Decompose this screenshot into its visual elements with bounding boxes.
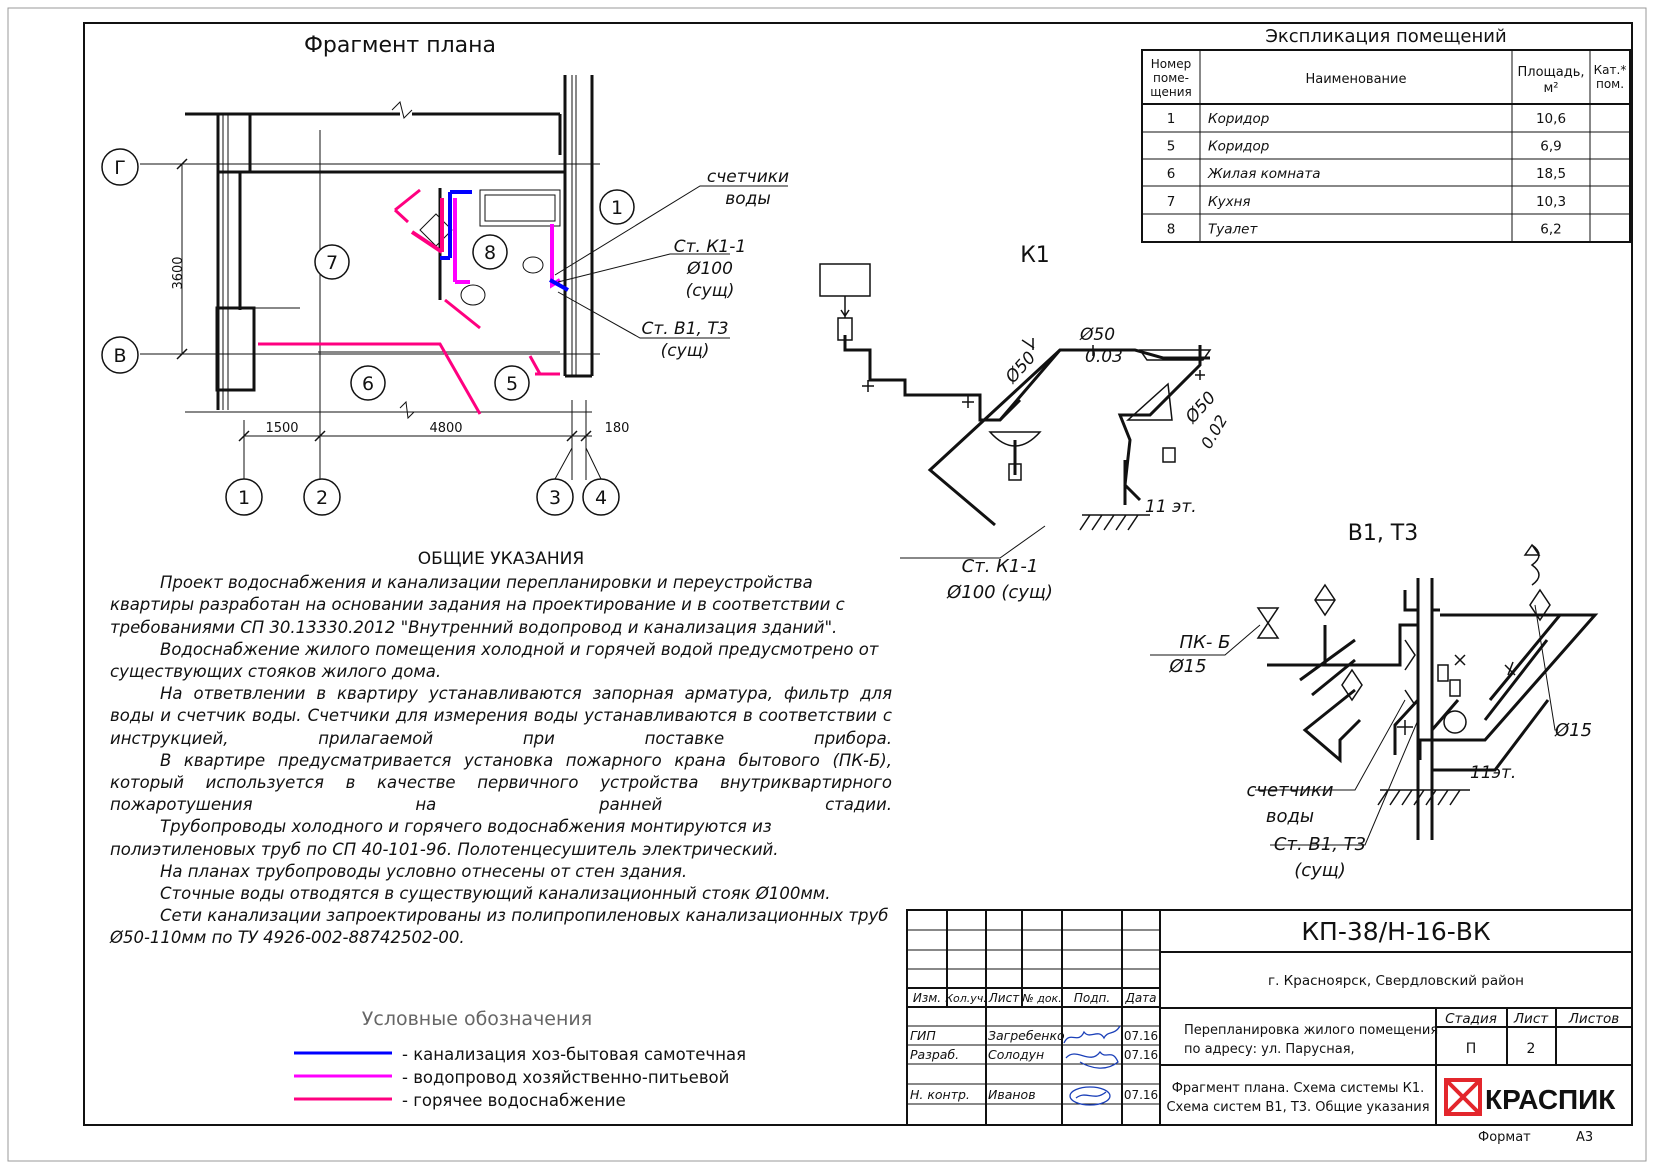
- plan-title: Фрагмент плана: [303, 33, 497, 58]
- axis-label: 2: [315, 487, 329, 509]
- stamp-date: 07.16: [1123, 1029, 1159, 1043]
- plan-riser-k-label: Ø100: [687, 259, 733, 279]
- general-notes: [110, 548, 892, 950]
- stamp-person: Солодун: [988, 1047, 1045, 1062]
- notes-paragraph: Трубопроводы холодного и горячего водоснабжения монтируются из полиэтиленовых труб по СП 40-101-96. Полотенцесушитель электрический.: [110, 817, 779, 859]
- room-number: 7: [325, 252, 339, 274]
- k1-riser-dia: Ø100 (сущ): [947, 582, 1053, 603]
- explication-cell-num: 7: [1166, 193, 1176, 210]
- stamp-object-title: Перепланировка жилого помещения: [1184, 1023, 1439, 1038]
- explication-header-num: Номер: [1150, 57, 1192, 71]
- room-bubbles: [315, 190, 634, 400]
- v1t3-riser-label: (сущ): [1294, 860, 1346, 881]
- explication-title: Экспликация помещений: [1265, 26, 1507, 47]
- stamp-header: Лист: [988, 991, 1020, 1005]
- k1-slope: 0.03: [1085, 347, 1123, 367]
- legend: [294, 1008, 746, 1110]
- stamp-sheet-title: Фрагмент плана. Схема системы К1.: [1171, 1081, 1425, 1096]
- plan-thin-lines: [185, 75, 592, 418]
- scheme-v1t3-title: В1, Т3: [1347, 521, 1419, 546]
- svg-text:пом.: пом.: [1595, 77, 1625, 91]
- v1t3-dia: Ø15: [1555, 720, 1593, 741]
- explication-cell-area: 6,2: [1540, 221, 1562, 238]
- dim-vertical: 3600: [171, 256, 186, 290]
- stamp-stage: П: [1465, 1041, 1477, 1057]
- stamp-sheet: 2: [1526, 1041, 1536, 1057]
- stamp-header: Дата: [1125, 991, 1157, 1005]
- notes-paragraph: Сети канализации запроектированы из полипропиленовых канализационных труб Ø50-110мм по ТУ 4926-002-88742502-00.: [110, 906, 889, 948]
- axis-label: Г: [114, 157, 126, 179]
- notes-paragraph: На планах трубопроводы условно отнесены от стен здания.: [160, 861, 688, 881]
- plan-axis-bubbles: [102, 149, 619, 515]
- stamp-role: Разраб.: [910, 1047, 960, 1062]
- v1t3-meters-label: воды: [1265, 806, 1315, 827]
- plan-riser-v-label: Ст. В1, Т3: [641, 319, 729, 339]
- stamp-stage-header: Стадия: [1445, 1011, 1497, 1027]
- v1t3-hydrant-dia: Ø15: [1169, 656, 1207, 677]
- axis-label: 1: [237, 487, 251, 509]
- explication-cell-area: 6,9: [1540, 138, 1562, 155]
- stamp-date: 07.16: [1123, 1088, 1159, 1102]
- plan-riser-v-label: (сущ): [660, 341, 710, 361]
- explication-cell-name: Коридор: [1208, 111, 1270, 127]
- stamp-header: Подп.: [1073, 991, 1111, 1005]
- k1-dia-1: Ø50: [1001, 347, 1041, 388]
- plan-meters-label: счетчики: [706, 167, 790, 187]
- explication-header-cat: Кат.*: [1593, 63, 1627, 77]
- signature-razrab: [1066, 1052, 1118, 1068]
- stamp-header: № док.: [1022, 992, 1062, 1005]
- dim-horizontal: 180: [604, 421, 630, 436]
- axis-label: В: [113, 345, 127, 367]
- v1t3-riser-label: Ст. В1, Т3: [1273, 834, 1367, 855]
- signature-gip: [1064, 1026, 1120, 1043]
- explication-cell-num: 1: [1166, 111, 1176, 127]
- legend-label: - горячее водоснабжение: [402, 1091, 626, 1110]
- stamp-person: Загребенко: [988, 1028, 1065, 1043]
- room-number: 6: [361, 373, 375, 395]
- room-number: 8: [483, 242, 497, 264]
- plan-fragment: [102, 33, 789, 515]
- k1-dia-3: Ø50: [1181, 387, 1221, 428]
- signatures: [1064, 1026, 1120, 1105]
- explication-cell-num: 6: [1166, 166, 1176, 183]
- legend-label: - водопровод хозяйственно-питьевой: [402, 1068, 730, 1087]
- stamp-object-title: по адресу: ул. Парусная,: [1184, 1042, 1355, 1057]
- k1-riser-label: Ст. К1-1: [961, 556, 1039, 577]
- format-value: А3: [1576, 1130, 1594, 1145]
- stamp-header: Изм.: [912, 991, 942, 1005]
- scheme-v1t3: [1150, 521, 1595, 881]
- stamp-role: Н. контр.: [910, 1087, 970, 1102]
- company-name: КРАСПИК: [1485, 1084, 1616, 1115]
- notes-title: ОБЩИЕ УКАЗАНИЯ: [417, 549, 585, 569]
- legend-title: Условные обозначения: [361, 1008, 593, 1030]
- stamp-header: Кол.уч.: [945, 992, 987, 1005]
- room-number: 1: [610, 197, 624, 219]
- explication-cell-area: 10,6: [1535, 111, 1567, 127]
- stamp-code: КП-38/Н-16-ВК: [1301, 917, 1491, 946]
- notes-paragraph: Водоснабжение жилого помещения холодной и горячей водой предусмотрено от существующих стояков жилого дома.: [110, 639, 879, 682]
- explication-cell-name: Жилая комната: [1208, 166, 1321, 183]
- explication-cell-area: 18,5: [1535, 166, 1567, 183]
- logo-cross-icon: [1446, 1080, 1480, 1114]
- legend-label: - канализация хоз-бытовая самотечная: [402, 1045, 747, 1064]
- plan-riser-k-label: Ст. К1-1: [673, 237, 747, 257]
- explication-cell-num: 5: [1166, 138, 1176, 155]
- format-label: Формат: [1478, 1130, 1531, 1145]
- stamp-sheets-header: Листов: [1568, 1011, 1620, 1027]
- notes-paragraph: В квартире предусматривается установка пожарного крана бытового (ПК-Б), который используется в качестве первичного устройства внутриквартирного пожаротушения на ранней стадии.: [110, 750, 892, 815]
- explication-header-area: Площадь,: [1517, 65, 1585, 80]
- explication-table: [1142, 26, 1630, 242]
- explication-header-name: Наименование: [1305, 72, 1407, 87]
- stamp-date: 07.16: [1123, 1048, 1159, 1062]
- explication-cell-name: Коридор: [1208, 138, 1270, 155]
- v1t3-meters-label: счетчики: [1246, 780, 1334, 801]
- dim-horizontal: 4800: [429, 421, 463, 436]
- stamp-location: г. Красноярск, Свердловский район: [1267, 973, 1525, 989]
- dim-horizontal: 1500: [265, 421, 299, 436]
- room-number: 5: [505, 373, 519, 395]
- stamp-role: ГИП: [910, 1028, 936, 1043]
- stamp-sheet-header: Лист: [1513, 1011, 1549, 1027]
- axis-label: 4: [594, 487, 608, 509]
- explication-rows: [1167, 111, 1566, 237]
- svg-text:поме-: поме-: [1153, 71, 1189, 85]
- plan-meters-label: воды: [725, 189, 771, 209]
- explication-cell-name: Туалет: [1208, 221, 1258, 238]
- explication-cell-area: 10,3: [1535, 193, 1567, 210]
- k1-slope-2: 0.02: [1197, 411, 1232, 452]
- axis-label: 3: [548, 487, 562, 509]
- scheme-k1-title: К1: [1020, 243, 1050, 268]
- stamp-person: Иванов: [988, 1087, 1036, 1102]
- svg-text:м²: м²: [1543, 81, 1559, 96]
- notes-paragraph: Проект водоснабжения и канализации перепланировки и переустройства квартиры разработан на основании задания на проектирование и в соответствии с требованиями СП 30.13330.2012 "Внутренний водопровод и канализация зданий".: [110, 573, 845, 637]
- plan-riser-k-label: (сущ): [685, 281, 735, 301]
- notes-paragraph: Сточные воды отводятся в существующий канализационный стояк Ø100мм.: [160, 884, 831, 904]
- v1t3-floor: 11эт.: [1470, 763, 1517, 783]
- v1t3-hydrant-label: ПК- Б: [1179, 632, 1231, 653]
- notes-paragraph: На ответвлении в квартиру устанавливаются запорная арматура, фильтр для воды и счетчик воды. Счетчики для измерения воды устанавливаются в соответствии с инструкцией, прилагаемой при поставке прибора.: [110, 684, 892, 748]
- k1-floor: 11 эт.: [1145, 497, 1197, 517]
- plan-axis-lines: [140, 130, 600, 480]
- company-logo: [1446, 1080, 1616, 1115]
- explication-cell-name: Кухня: [1208, 193, 1251, 210]
- svg-text:щения: щения: [1150, 85, 1192, 99]
- explication-cell-num: 8: [1166, 221, 1176, 238]
- k1-dia-2: Ø50: [1080, 325, 1116, 345]
- stamp-sheet-title: Схема систем В1, Т3. Общие указания: [1166, 1100, 1430, 1115]
- title-block: [907, 910, 1632, 1145]
